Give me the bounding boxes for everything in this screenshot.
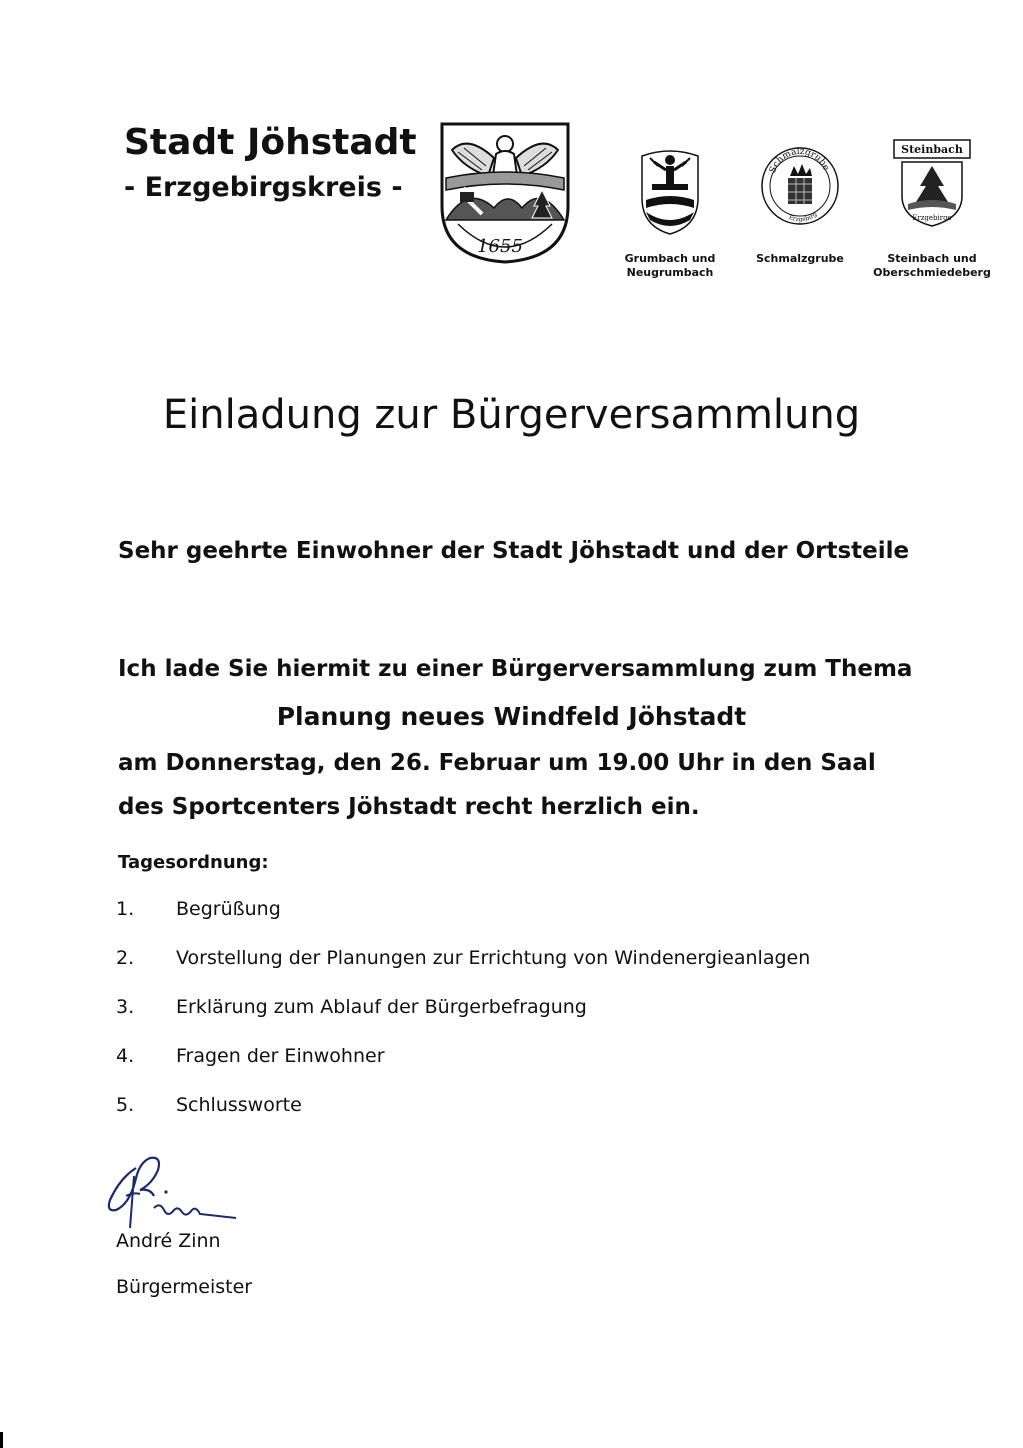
meeting-date: am Donnerstag, den 26. Februar um 19.00 Uhr in den Saal — [118, 750, 876, 776]
steinbach-coat-of-arms-icon — [892, 138, 972, 234]
crest-label-steinbach: Steinbach und Oberschmiedeberg — [873, 252, 991, 279]
invitation-intro: Ich lade Sie hiermit zu einer Bürgerversammlung zum Thema — [118, 656, 913, 682]
crest-label-schmalzgrube: Schmalzgrube — [756, 252, 844, 265]
agenda-heading: Tagesordnung: — [118, 852, 269, 873]
agenda-item-text: Vorstellung der Planungen zur Errichtung von Windenergieanlagen — [176, 947, 811, 969]
agenda-item-number: 1. — [116, 898, 135, 920]
page-title: Einladung zur Bürgerversammlung — [162, 392, 861, 438]
agenda-item-number: 2. — [116, 947, 135, 969]
agenda-item-number: 4. — [116, 1045, 135, 1067]
agenda-item-number: 5. — [116, 1094, 135, 1116]
grumbach-coat-of-arms-icon — [630, 142, 710, 238]
agenda-item-text: Begrüßung — [176, 898, 281, 920]
meeting-topic: Planung neues Windfeld Jöhstadt — [276, 702, 747, 731]
agenda-item — [116, 1094, 810, 1143]
signer-title: Bürgermeister — [116, 1276, 253, 1298]
handwritten-signature — [100, 1148, 240, 1238]
agenda-item — [116, 1045, 810, 1094]
jöhstadt-coat-of-arms-icon — [438, 120, 572, 266]
signer-name: André Zinn — [116, 1230, 221, 1252]
meeting-venue: des Sportcenters Jöhstadt recht herzlich ein. — [118, 794, 700, 820]
agenda-item — [116, 947, 810, 996]
agenda-item — [116, 898, 810, 947]
agenda-item-text: Schlussworte — [176, 1094, 302, 1116]
steinbach-crest-text: Steinbach — [901, 143, 963, 156]
town-name: Stadt Jöhstadt — [124, 122, 417, 163]
agenda-item-number: 3. — [116, 996, 135, 1018]
schmalzgrube-crest-text: Schmalzgrube — [768, 146, 831, 175]
steinbach-crest-subtext: Erzgebirge — [912, 214, 952, 222]
scan-edge-mark — [0, 1432, 3, 1448]
crest-year: 1655 — [477, 236, 523, 257]
agenda-list — [116, 898, 810, 1143]
schmalzgrube-crest-subtext: Erzgebirg — [787, 210, 819, 224]
agenda-item-text: Erklärung zum Ablauf der Bürgerbefragung — [176, 996, 587, 1018]
greeting: Sehr geehrte Einwohner der Stadt Jöhstadt und der Ortsteile — [118, 538, 910, 564]
district-name: - Erzgebirgskreis - — [124, 172, 403, 203]
schmalzgrube-coat-of-arms-icon — [760, 140, 840, 236]
crest-label-grumbach: Grumbach und Neugrumbach — [624, 252, 716, 279]
agenda-item-text: Fragen der Einwohner — [176, 1045, 385, 1067]
agenda-item — [116, 996, 810, 1045]
